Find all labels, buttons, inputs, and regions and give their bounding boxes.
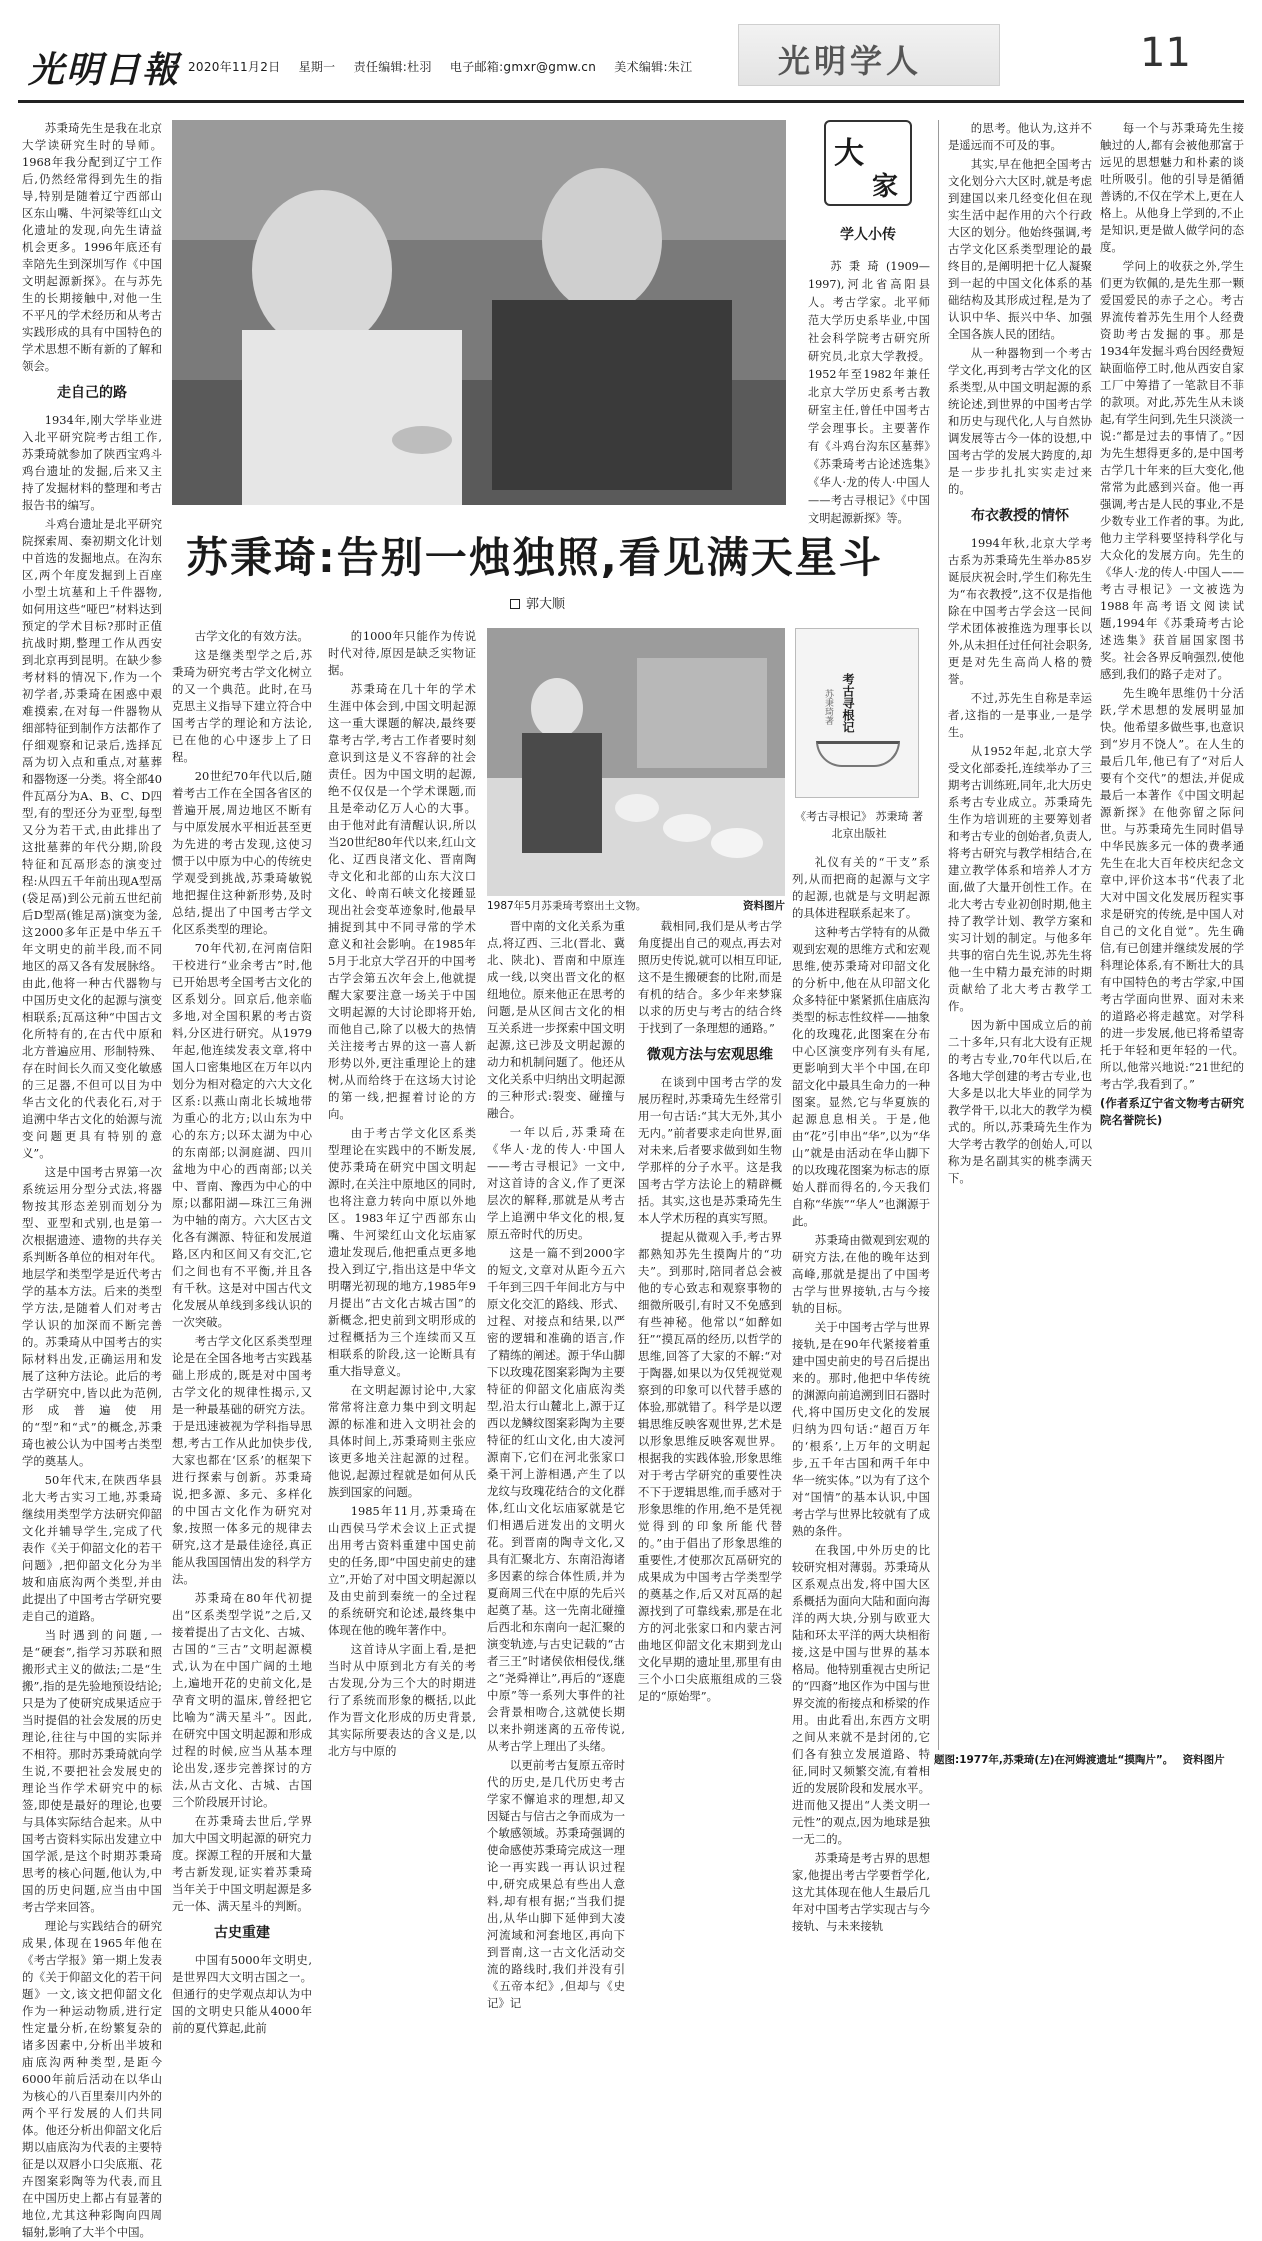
- paragraph: 从一种器物到一个考古学文化,再到考古学文化的区系类型,从中国文明起源的系统论述,到世界的中国考古学和历史与现代化,人与自然协调发展等古今一体的设想,中国考古学的发展大跨度的,却是一步步扎扎实实走过来的。: [948, 346, 1092, 496]
- headline: 苏秉琦:告别一烛独照,看见满天星斗: [186, 533, 883, 582]
- paragraph: 1994年秋,北京大学考古系为苏秉琦先生举办85岁诞辰庆祝会时,学生们称先生为“布衣教授”,这不仅是指他除在中国考古学会这一民间学术团体被推选为理事长以外,从未担任过任何社会职务,更是对先生高尚人格的赞誉。: [948, 536, 1092, 686]
- paragraph: 的思考。他认为,这并不是遥远而不可及的事。: [948, 121, 1092, 152]
- paragraph: 学问上的收获之外,学生们更为钦佩的,是先生那一颗爱国爱民的赤子之心。考古界流传着苏先生用个人经费资助考古发掘的事。那是1934年发掘斗鸡台因经费短缺面临停工时,他从西安自家工厂中筹措了一笔款目不菲的款项。对此,苏先生从未谈起,有学生问到,先生只淡淡一说:“都是过去的事情了。”因为先生想得更多的,是中国考古学几十年来的巨大变化,他常常为此感到兴奋。他一再强调,考古是人民的事业,不是少数专业工作者的事。为此,他力主学科要坚持科学化与大众化的发展方向。先生的《华人·龙的传人·中国人——考古寻根记》一文被选为1988年高考语文阅读试题,1994年《苏秉琦考古论述选集》获首届国家图书奖。社会各界反响强烈,使他感到,我们的路子走对了。: [1100, 259, 1244, 681]
- paragraph: 载相同,我们是从考古学角度提出自己的观点,再去对照历史传说,就可以相互印证,这不是生搬硬套的比附,而是有机的结合。多少年来梦寐以求的历史与考古的结合终于找到了一条理想的通路。”: [638, 919, 782, 1035]
- subhead-commoner-professor: 布衣教授的情怀: [971, 508, 1069, 524]
- paragraph: 关于中国考古学与世界接轨,是在90年代紧接着重建中国史前史的号召后提出来的。那时,他把中华传统的渊源向前追溯到旧石器时代,将中国历史文化的发展归纳为四句话:“超百万年的‘根系’,上万年的文明起步,五千年古国和两千年中华一统实体。”以为有了这个对“国情”的基本认识,中国考古学与世界比较就有了成熟的条件。: [792, 1320, 930, 1538]
- book-bowl-graphic: [816, 741, 900, 767]
- subhead-history-rebuild: 古史重建: [214, 1925, 270, 1941]
- editor-email: 电子邮箱:gmxr@gmw.cn: [449, 60, 597, 74]
- paragraph: 1934年,刚大学毕业进入北平研究院考古组工作,苏秉琦就参加了陕西宝鸡斗鸡台遗址的发掘,后来又主持了发掘材料的整理和考古报告书的编写。: [22, 413, 162, 512]
- column-3: [328, 628, 476, 1778]
- paragraph: 苏秉琦由微观到宏观的研究方法,在他的晚年达到高峰,那就是提出了中国考古学与世界接轨,古与今接轨的目标。: [792, 1233, 930, 1315]
- column-8: [1100, 120, 1244, 1740]
- section-title: 光明学人: [778, 42, 923, 80]
- book-caption-title: 《考古寻根记》 苏秉琦 著: [795, 810, 923, 823]
- paragraph: 这是中国考古界第一次系统运用分型分式法,将器物按其形态差别而划分为型、亚型和式别,也是第一次根据遗迹、遗物的共存关系判断各单位的相对年代。地层学和类型学是近代考古学的基本方法。后来的类型学方法,是随着人们对考古学认识的加深而不断完善的。苏秉琦从中国考古的实际材料出发,正确运用和发展了这种方法论。此后的考古学研究中,皆以此为范例,形成普遍使用的“型”和“式”的概念,苏秉琦也被公认为中国考古类型学的奠基人。: [22, 1165, 162, 1468]
- paragraph: 在我国,中外历史的比较研究相对薄弱。苏秉琦从区系观点出发,将中国大区系概括为面向大陆和面向海洋的两大块,分别与欧亚大陆和环太平洋的两大块相衔接,这是中国与世界的基本格局。他特别重视古史所记的“四裔”地区作为中国与世界交流的衔接点和桥梁的作用。由此看出,东西方文明之间从来就不是封闭的,它们各有独立发展道路、特征,同时又频繁交流,有着相近的发展阶段和发展水平。进而他又提出“人类文明一元性”的观点,因为地球是独一无二的。: [792, 1543, 930, 1846]
- column-7: [948, 120, 1092, 1740]
- paragraph: 50年代末,在陕西华县北大考古实习工地,苏秉琦继续用类型学方法研究仰韶文化并辅导学生,完成了代表作《关于仰韶文化的若干问题》,把仰韶文化分为半坡和庙底沟两个类型,并由此提出了中国考古学研究要走自己的道路。: [22, 1473, 162, 1623]
- paragraph: 提起从微观入手,考古界都熟知苏先生摸陶片的“功夫”。到那时,陪同者总会被他的专心致志和观察事物的细微所吸引,有时又不免感到有些神秘。他常以“如醉如狂”“摸瓦鬲的经历,以哲学的思维,回答了大家的不解:“对于陶器,如果以为仅凭视觉观察到的印象可以代替手感的体验,那就错了。科学是以逻辑思维反映客观世界,艺术是以形象思维反映客观世界。根据我的实践体验,形象思维对于考古学研究的重要性决不下于逻辑思维,而手感对于形象思维的作用,绝不是凭视觉得到的印象所能代替的。”由于倡出了形象思维的重要性,才使那次瓦鬲研究的成果成为中国考古学类型学的奠基之作,后又对瓦鬲的起源找到了可靠线索,那是在北方的河北张家口和内蒙古河曲地区仰韶文化末期到龙山文化早期的遗址里,那里有由三个小口尖底瓶组成的三袋足的“原始斝”。: [638, 1230, 782, 1703]
- author-note: (作者系辽宁省文物考古研究院名誉院长): [1100, 1096, 1244, 1127]
- paragraph: 其实,早在他把全国考古文化划分六大区时,就是考虑到建国以来几经变化但在现实生活中起作用的六个行政大区的划分。他始终强调,考古学文化区系类型理论的最终目的,是阐明把十亿人凝聚到一起的中国文化体系的基础结构及其形成过程,是为了认识中华、振兴中华、加强全国各族人民的团结。: [948, 157, 1092, 341]
- dajia-logo: [824, 120, 912, 206]
- byline: [510, 593, 565, 612]
- paragraph: 由于考古学文化区系类型理论在实践中的不断发展,使苏秉琦在研究中国文明起源时,在关注中原地区的同时,也将注意力转向中原以外地区。1983年辽宁西部东山嘴、牛河梁红山文化坛庙冢遗址发现后,他把重点更多地投入到辽宁,指出这是中华文明曙光初现的地方,1985年9月提出“古文化古城古国”的新概念,把史前到文明形成的过程概括为三个连续而又互相联系的阶段,这一论断具有重大指导意义。: [328, 1126, 476, 1378]
- photo-inspection-image: [487, 628, 785, 896]
- subhead-micro-macro: 微观方法与宏观思维: [647, 1047, 773, 1063]
- intro-paragraph: 苏秉琦先生是我在北京大学读研究生时的导师。1968年我分配到辽宁工作后,仍然经常得到先生的指导,特别是随着辽宁西部山区东山嘴、牛河梁等红山文化遗址的发现,向先生请益机会更多。1996年底还有幸陪先生到深圳写作《中国文明起源新探》。在与苏先生的长期接触中,对他一生不平凡的学术经历和从考古实践形成的具有中国特色的学术思想不断有新的了解和领会。: [22, 121, 162, 373]
- art-editor: 美术编辑:朱江: [614, 60, 693, 74]
- issue-date: 2020年11月2日: [188, 60, 281, 74]
- paragraph: 理论与实践结合的研究成果,体现在1965年他在《考古学报》第一期上发表的《关于仰韶文化的若干问题》一文,该文把仰韶文化作为一种运动物质,进行定性定量分析,在纷繁复杂的诸多因素中,分析出半坡和庙底沟两种类型,是距今6000年前后活动在以华山为核心的八百里秦川内外的两个平行发展的人们共同体。他还分析出仰韶文化后期以庙底沟为代表的主要特征是以双唇小口尖底瓶、花卉图案彩陶等为代表,而且在中国历史上都占有显著的地位,尤其这种彩陶向四周辐射,影响了大半个中国。: [22, 1919, 162, 2239]
- main-photo-caption-text: 题图:1977年,苏秉琦(左)在河姆渡遗址“摸陶片”。: [934, 1754, 1174, 1766]
- paragraph: 从1952年起,北京大学受文化部委托,连续举办了三期考古训练班,同年,北大历史系考古专业成立。苏秉琦先生作为培训班的主要筹划者和考古专业的创始者,负责人,将考古研究与教学相结合,在建立教学体系和培养人才方面,做了大量开创性工作。在北大考古专业初创时期,他主持了教学计划、教学方案和实习计划的制定。与他多年共事的宿白先生说,苏先生将他一生中精力最充沛的时期贡献给了北大考古教学工作。: [948, 744, 1092, 1013]
- book-cover-author: 苏秉琦著: [823, 689, 833, 725]
- photo-caption: [487, 898, 785, 913]
- paragraph: 这是一篇不到2000字的短文,文章对从距今五六千年到三四千年间北方与中原文化交汇的路线、形式、过程、对接点和结果,以严密的逻辑和准确的语言,作了精练的阐述。源于华山脚下以玫瑰花图案彩陶为主要特征的仰韶文化庙底沟类型,沿太行山麓北上,源于辽西以龙鳞纹图案彩陶为主要特征的红山文化,由大凌河源南下,它们在河北张家口桑干河上游相遇,产生了以龙纹与玫瑰花结合的文化群体,红山文化坛庙冢就是它们相遇后迸发出的文明火花。到晋南的陶寺文化,又具有汇聚北方、东南沿海诸多因素的综合体性质,并为夏商周三代在中原的先后兴起奠了基。这一先南北碰撞后西北和东南向一起汇聚的演变轨迹,与古史记载的“古者三王”时诸侯依相侵伐,继之“尧舜禅让”,再后的“逐鹿中原”等一系列大事件的社会背景相吻合,这就使长期以来扑朔迷离的五帝传说,从考古学上理出了头绪。: [487, 1246, 625, 1753]
- photo-caption-text: 1987年5月苏秉琦考察出土文物。: [487, 900, 647, 912]
- page-number: 11: [1140, 30, 1191, 76]
- paragraph: 一年以后,苏秉琦在《华人·龙的传人·中国人——考古寻根记》一文中,对这首诗的含义,作了更深层次的解释,那就是从考古学上追溯中华文化的根,复原五帝时代的历史。: [487, 1125, 625, 1241]
- subhead-own-road: 走自己的路: [57, 385, 127, 401]
- newspaper-logo: 光明日報: [28, 49, 181, 91]
- paragraph: 这首诗从字面上看,是把当时从中原到北方有关的考古发现,分为三个大的时期进行了系统而形象的概括,以此作为晋文化形成的历史背景,其实际所要表达的含义是,以北方与中原的: [328, 1642, 476, 1758]
- book-cover: [795, 628, 919, 798]
- dajia-char-jia: 家: [872, 172, 899, 202]
- paragraph: 这种考古学特有的从微观到宏观的思维方式和宏观思维,使苏秉琦对印韶文化的分析中,他在从印韶文化众多特征中紧紧抓住庙底沟类型的标志性纹样——抽象化的玫瑰花,此图案在分布中心区演变序列有头有尾,更影响到大半个中国,在印韶文化中最具生命力的一种图案。显然,它与华夏族的起源息息相关。于是,他由“花”引申出“华”,以为“华山”就是由活动在华山脚下的以玫瑰花图案为标志的原始人群而得名的,今天我们自称“华族”“华人”也渊源于此。: [792, 925, 930, 1228]
- book-publisher: 北京出版社: [831, 827, 887, 840]
- masthead: [18, 14, 1244, 100]
- main-photo-credit: 资料图片: [1182, 1754, 1225, 1766]
- paragraph: 在文明起源讨论中,大家常常将注意力集中到文明起源的标准和进入文明社会的具体时间上,苏秉琦则主张应该更多地关注起源的过程。他说,起源过程就是如何从氏族到国家的问题。: [328, 1383, 476, 1499]
- bio-heading: 学人小传: [840, 227, 896, 243]
- column-6: [792, 854, 930, 1933]
- dajia-char-da: 大: [834, 136, 864, 171]
- paragraph: 中国有5000年文明史,是世界四大文明古国之一。但通行的史学观点却认为中国的文明史只能从4000年前的夏代算起,此前: [172, 1953, 312, 2035]
- column-4: [487, 918, 625, 2010]
- paragraph: 苏秉琦在几十年的学术生涯中体会到,中国文明起源这一重大课题的解决,最终要靠考古学,考古工作者要时刻意识到这是义不容辞的社会责任。因为中国文明的起源,绝不仅仅是一个学术课题,而且是牵动亿万人心的大事。由于他对此有清醒认识,所以当20世纪80年代以来,红山文化、辽西良渚文化、晋南陶寺文化和北部的山东大汶口文化、岭南石峡文化接踵显现出社会变革迹象时,他最早捕捉到其中不同寻常的学术意义和社会影响。在1985年5月于北京大学召开的中国考古学会第五次年会上,他就提醒大家要注意一场关于中国文明起源的大讨论即将开始,而他自己,除了以极大的热情关注接考古界的这一喜人新形势以外,更注重理论上的建树,从而给终于在这场大讨论的第一线,把握着讨论的方向。: [328, 682, 476, 1121]
- column-1: [22, 120, 162, 2239]
- paragraph: 礼仪有关的“干支”系列,从而把商的起源与文字的起源,也就是与文明起源的具体进程联系起来了。: [792, 855, 930, 920]
- photo-inspection: [487, 628, 785, 896]
- paragraph: 不过,苏先生自称是幸运者,这指的一是事业,一是学生。: [948, 691, 1092, 739]
- responsible-editor: 责任编辑:杜羽: [353, 60, 432, 74]
- paragraph: 的1000年只能作为传说时代对待,原因是缺乏实物证据。: [328, 629, 476, 677]
- paragraph: 斗鸡台遗址是北平研究院探索周、秦初期文化计划中首选的发掘地点。在沟东区,两个年度发掘到上百座小型土坑墓和上千件器物,如何用这些“哑巴”材料达到预定的学术目标?那时正值抗战时期,整理工作从西安到北京再到昆明。在缺少参考材料的情况下,作为一个初学者,苏秉琦在困惑中艰难摸索,在对每一件器物从细部特征到制作方法都作了仔细观察和记录后,选择瓦鬲为切入点和重点,对墓葬和器物逐一分类。将全部40件瓦鬲分为A、B、C、D四型,有的型还分为亚型,每型又分为若干式,由此排出了这批墓葬的年代分期,阶段特征和瓦鬲形态的演变过程:从四五千年前出现A型鬲(袋足鬲)到公元前五世纪前后D型鬲(锥足鬲)演变为釜,这2000多年正是中华五千年文明史的前半段,而不同地区的鬲又各有发展脉络。由此,他将一种古代器物与中国历史文化的起源与演变相联系;瓦鬲这种“中国古文化所特有的,在古代中原和北方普遍应用、形制特殊、存在时间长久而又变化敏感的三足器,不但可以目为中华古文化的代表化石,对于追溯中华古文化的始源与流变问题更具有特别的意义”。: [22, 517, 162, 1160]
- column-2: [172, 628, 312, 2035]
- bio-text: 苏秉琦(1909—1997),河北省高阳县人。考古学家。北平师范大学历史系毕业,中国社会科学院考古研究所研究员,北京大学教授。1952年至1982年兼任北京大学历史系考古教研室主任,曾任中国考古学会理事长。主要著作有《斗鸡台沟东区墓葬》《苏秉琦考古论述选集》《华人·龙的传人·中国人——考古寻根记》《中国文明起源新探》等。: [808, 260, 930, 525]
- paragraph: 70年代初,在河南信阳干校进行“业余考古”时,他已开始思考全国考古文化的区系划分。回京后,他亲临多地,对全国积累的考古资料,分区进行研究。从1979年起,他连续发表文章,将中国人口密集地区在万年以内划分为相对稳定的六大文化区系:以燕山南北长城地带为重心的北方;以山东为中心的东方;以环太湖为中心的东南部;以洞庭湖、四川盆地为中心的西南部;以关中、晋南、豫西为中心的中原;以鄱阳湖—珠江三角洲为中轴的南方。六大区古文化各有渊源、特征和发展道路,区内和区间又有交汇,它们之间也有不平衡,并且各有千秋。这是对中国古代文化发展从单线到多线认识的一次突破。: [172, 941, 312, 1329]
- paragraph: 以更前考古复原五帝时代的历史,是几代历史考古学家不懈追求的理想,却又因疑古与信古之争而成为一个敏感领域。苏秉琦强调的使命感使苏秉琦完成这一理论一再实践一再认识过程中,研究成果总有些出人意料,却有根有据;“当我们提出,从华山脚下延伸到大凌河流域和河套地区,再向下到晋南,这一古文化活动交流的路线时,我们并没有引《五帝本纪》,但却与《史记》记: [487, 1758, 625, 2010]
- issue-meta: [188, 58, 706, 75]
- photo-credit: 资料图片: [743, 900, 785, 912]
- issue-weekday: 星期一: [298, 60, 336, 74]
- book-caption: [787, 808, 931, 842]
- paragraph: 先生晚年思维仍十分活跃,学术思想的发展明显加快。他希望多做些事,也意识到“岁月不饶人”。在人生的最后几年,他已有了“对后人要有个交代”的想法,并促成最后一本著作《中国文明起源新探》在他弥留之际问世。与苏秉琦先生同时倡导中华民族多元一体的费孝通先生在北大百年校庆纪念文章中,评价这本书“代表了北大对中国文化发展历程实事求是研究的传统,是中国人对自己的文化自觉”。先生确信,有已创建并继续发展的学科理论体系,有不断壮大的具有中国特色的考古学家,中国考古学面向世界、面对未来的道路必将走越宽。对学科的进一步发展,他已将希望寄托于年轻和更年轻的一代。所以,他常兴地说:“21世纪的考古学,我看到了。”: [1100, 686, 1244, 1091]
- paragraph: 在苏秉琦去世后,学界加大中国文明起源的研究力度。探源工程的开展和大量考古新发现,证实着苏秉琦当年关于中国文明起源是多元一体、满天星斗的判断。: [172, 1814, 312, 1913]
- paragraph: 考古学文化区系类型理论是在全国各地考古实践基础上形成的,既是对中国考古学文化的规律性揭示,又是一种最基础的研究方法。于是迅速被视为学科指导思想,考古工作从此加快步伐,大家也都在‘区系’的框架下进行探索与创新。苏秉琦说,把多源、多元、多样化的中国古文化作为研究对象,按照一体多元的规律去研究,这才是最佳途径,真正能从我国国情出发的科学方法。: [172, 1334, 312, 1586]
- masthead-rule: [18, 100, 1244, 103]
- byline-author: 郭大顺: [526, 597, 566, 612]
- paragraph: 古学文化的有效方法。: [194, 629, 309, 643]
- paragraph: 1985年11月,苏秉琦在山西侯马学术会议上正式提出用考古资料重建中国史前史的任务,即“中国史前史的建立”,开始了对中国文明起源以及由史前到秦统一的全过程的系统研究和论述,最终集中体现在他的晚年著作中。: [328, 1504, 476, 1637]
- paragraph: 因为新中国成立后的前二十多年,只有北大设有正规的考古专业,70年代以后,在各地大学创建的考古专业,也大多是以北大毕业的同学为教学骨干,以北大的教学为模式的。所以,苏秉琦先生作为大学考古教学的创始人,可以称为是名副其实的桃李满天下。: [948, 1018, 1092, 1185]
- column-divider: [938, 120, 939, 1750]
- paragraph: 这是继类型学之后,苏秉琦为研究考古学文化树立的又一个典范。此时,在马克思主义指导下建立符合中国考古学的理论和方法论,已在他的心中逐步上了日程。: [172, 648, 312, 764]
- paragraph: 在谈到中国考古学的发展历程时,苏秉琦先生经常引用一句古话:“其大无外,其小无内。”前者要求走向世界,面对未来,后者要求做到如生物学那样的分子水平。这是我国考古学方法论上的精辟概括。其实,这也是苏秉琦先生本人学术历程的真实写照。: [638, 1075, 782, 1225]
- main-photo: [172, 120, 786, 505]
- paragraph: 当时遇到的问题,一是“硬套”,指学习苏联和照搬形式主义的做法;二是“生搬”,指的是先验地预设结论;只是为了使研究成果适应于当时提倡的社会发展的历史理论,往往与中国的实际并不相符。那时苏秉琦就向学生说,不要把社会发展史的理论当作学术研究中的标签,即使是最好的理论,也要与具体实际结合起来。从中国考古资料实际出发建立中国学派,是这个时期苏秉琦思考的核心问题,他认为,中国的历史问题,应当由中国考古学来回答。: [22, 1628, 162, 1914]
- paragraph: 晋中南的文化关系为重点,将辽西、三北(晋北、冀北、陕北)、晋南和中原连成一线,以突出晋文化的枢纽地位。原来他正在思考的问题,是从区间古文化的相互关系进一步探索中国文明起源,这已涉及文明起源的动力和机制问题了。他还从文化关系中归纳出文明起源的三种形式:裂变、碰撞与融合。: [487, 919, 625, 1120]
- book-cover-title: 考古寻根记: [841, 673, 855, 733]
- main-photo-caption: [934, 1752, 1246, 1768]
- byline-box: [510, 599, 520, 609]
- column-5: [638, 918, 782, 1778]
- main-photo-image: [172, 120, 786, 505]
- paragraph: 每一个与苏秉琦先生接触过的人,都有会被他那富于远见的思想魅力和朴素的谈吐所吸引。他的引导是循循善诱的,不仅在学术上,更在人格上。从他身上学到的,不止是知识,更是做人做学问的态度。: [1100, 121, 1244, 254]
- paragraph: 苏秉琦是考古界的思想家,他提出考古学要哲学化,这尤其体现在他人生最后几年对中国考古学实现古与今接轨、与未来接轨: [792, 1851, 930, 1933]
- paragraph: 苏秉琦在80年代初提出“区系类型学说”之后,又接着提出了古文化、古城、古国的“三古”文明起源模式,认为在中国广阔的土地上,遍地开花的史前文化,是孕育文明的温床,曾经把它比喻为“满天星斗”。因此,在研究中国文明起源和形成过程的时候,应当从基本理论出发,逐步完善探讨的方法,从古文化、古城、古国三个阶段展开讨论。: [172, 1591, 312, 1809]
- paragraph: 20世纪70年代以后,随着考古工作在全国各省区的普遍开展,周边地区不断有与中原发展水平相近甚至更为先进的考古发现,这使习惯于以中原为中心的传统史学观受到挑战,苏秉琦敏锐地把握住这种新形势,及时总结,提出了中国考古学文化区系类型的理论。: [172, 769, 312, 936]
- bio-text-column: [808, 258, 930, 525]
